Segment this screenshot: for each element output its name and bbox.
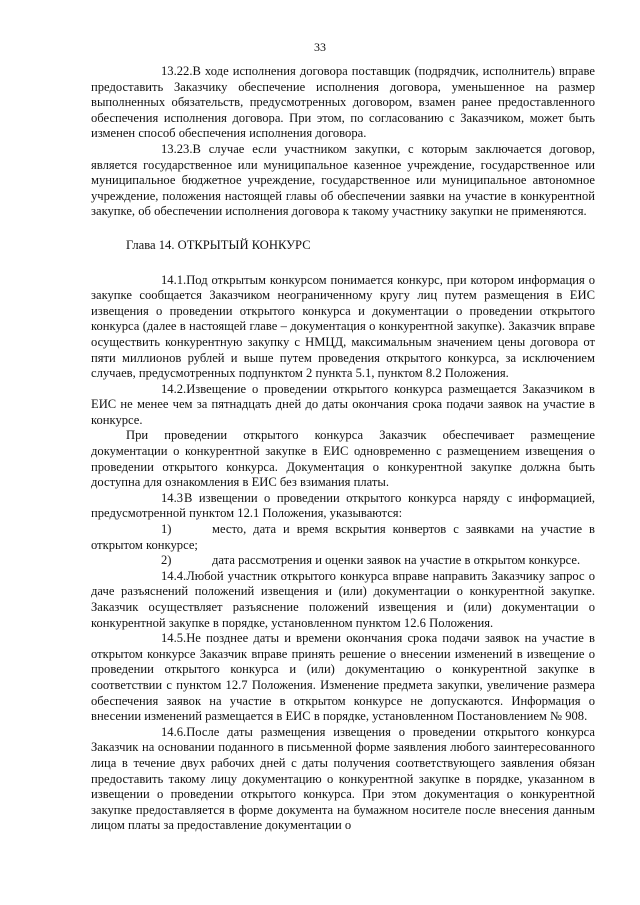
list-item-number: 2) xyxy=(161,553,172,568)
list-item-text: дата рассмотрения и оценки заявок на участие в открытом конкурсе. xyxy=(212,553,581,568)
clause-number: 14.4. xyxy=(161,568,187,583)
clause-number: 14.6. xyxy=(161,724,187,739)
paragraph xyxy=(91,142,595,220)
paragraph xyxy=(91,273,595,382)
clause-number: 13.22. xyxy=(161,64,193,78)
paragraph-text: Не позднее даты и времени окончания срока подачи заявок на участие в открытом конкурсе Заказчик вправе принять решение о внесении изменений в извещение о проведении открытого конкурса и (или) документацию о конкурентной закупке в соответствии с пунктом 12.7 Положения. Изменение предмета закупки, увеличение размера обеспечения заявок на участие в открытом конкурсе не допускаются. Информация о внесении изменений размещается в ЕИС в порядке, установленном Постановлением № 908. xyxy=(91,631,595,724)
paragraph-text: После даты размещения извещения о проведении открытого конкурса Заказчик на основании поданного в письменной форме заявления любого заинтересованного лица в течение двух рабочих дней с даты получения соответствующего заявления обязан предоставить такому лицу документацию о конкурентной закупке в порядке, указанном в извещении о проведении открытого конкурса. При этом документация о конкурентной закупке предоставляется в форме документа на бумажном носителе после внесения данным лицом платы за предоставление документации о xyxy=(91,724,595,833)
paragraph-text: Любой участник открытого конкурса вправе направить Заказчику запрос о даче разъяснений положений извещения и (или) документации о конкурентной закупке. Заказчик осуществляет разъяснение положений извещения и (или) документации о конкурентной закупке в порядке, установленном пунктом 12.6 Положения. xyxy=(91,568,595,630)
page-number: 33 xyxy=(314,40,326,54)
paragraph xyxy=(91,428,595,490)
paragraph xyxy=(91,725,595,834)
document-body xyxy=(91,64,595,834)
clause-number: 14.2. xyxy=(161,381,187,396)
chapter-heading: Глава 14. ОТКРЫТЫЙ КОНКУРС xyxy=(126,237,311,252)
paragraph-text: При проведении открытого конкурса Заказчик обеспечивает размещение документации о конкурентной закупке в ЕИС одновременно с размещением извещения о проведении открытого конкурса. Документация о конкурентной закупке должна быть доступна для ознакомления в ЕИС без взимания платы. xyxy=(91,428,595,490)
paragraph-text: В извещении о проведении открытого конкурса наряду с информацией, предусмотренной пунктом 12.1 Положения, указываются: xyxy=(91,490,595,521)
list-item xyxy=(91,553,595,569)
clause-number: 14.5. xyxy=(161,631,187,646)
list-item-text: место, дата и время вскрытия конвертов с заявками на участие в открытом конкурсе; xyxy=(91,522,595,552)
list-item xyxy=(91,522,595,553)
clause-number: 14.1. xyxy=(161,272,187,287)
paragraph xyxy=(91,569,595,631)
clause-number: 13.23. xyxy=(161,141,193,156)
paragraph-text: Под открытым конкурсом понимается конкурс, при котором информация о закупке сообщается Заказчиком неограниченному кругу лиц путем размещения в ЕИС извещения о проведении открытого конкурса и документации о проведении открытого конкурса (далее в настоящей главе – документация о конкурентной закупке). Заказчик вправе осуществить конкурентную закупку с НМЦД, максимальным значением цены договора от пяти миллионов рублей и выше путем проведения открытого конкурса, за исключением случаев, предусмотренных подпунктом 2 пункта 5.1, пунктом 8.2 Положения. xyxy=(91,272,595,381)
paragraph-text: Извещение о проведении открытого конкурса размещается Заказчиком в ЕИС не менее чем за пятнадцать дней до даты окончания срока подачи заявок на участие в конкурсе. xyxy=(91,381,595,427)
paragraph-text: В ходе исполнения договора поставщик (подрядчик, исполнитель) вправе предоставить Заказчику обеспечение исполнения договора, уменьшенное на размер выполненных обязательств, предусмотренных договором, взамен ранее предоставленного обеспечения исполнения договора. При этом, по согласованию с Заказчиком, может быть изменен способ обеспечения исполнения договора. xyxy=(91,64,595,141)
list-item-number: 1) xyxy=(161,522,172,537)
paragraph xyxy=(91,631,595,725)
paragraph xyxy=(91,491,595,522)
paragraph xyxy=(91,64,595,142)
clause-number: 14.3 xyxy=(161,490,184,505)
paragraph xyxy=(91,382,595,429)
paragraph-text: В случае если участником закупки, с которым заключается договор, является государственное или муниципальное казенное учреждение, государственное или муниципальное бюджетное учреждение, государственное или муниципальное автономное учреждение, положения настоящей главы об обеспечении заявки на участие в конкурентной закупке, об обеспечении исполнения договора к такому участнику закупки не применяются. xyxy=(91,141,595,219)
